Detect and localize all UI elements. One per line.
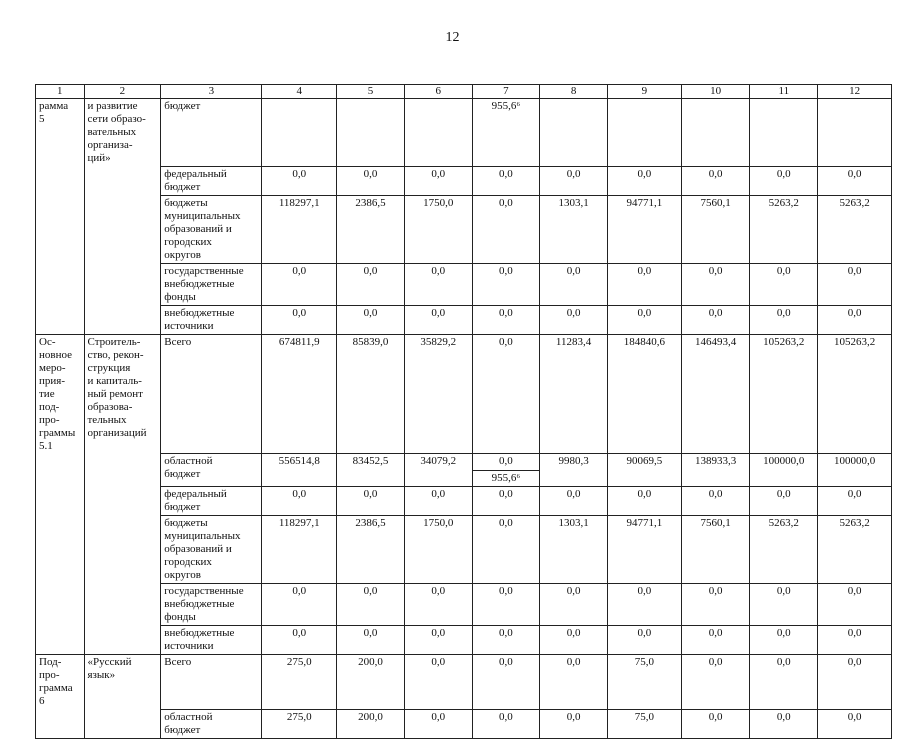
value-text: 275,0	[286, 656, 312, 668]
value-cell-col10	[681, 99, 750, 167]
value-text: 0,0	[363, 585, 378, 597]
value-text: 7560,1	[700, 196, 731, 209]
value-text: 100000,0	[833, 455, 876, 467]
value-text: 2386,5	[355, 196, 386, 209]
value-text: 200,0	[358, 710, 383, 723]
funding-source-cell: федеральный бюджет	[161, 166, 262, 195]
value-text: 275,0	[286, 710, 312, 723]
value-cell-col5	[337, 626, 405, 655]
value-text: 0,0	[566, 264, 581, 277]
value-cell-col8	[540, 709, 608, 738]
program-code-cell	[36, 584, 85, 626]
value-text: 0,0	[776, 306, 791, 319]
value-cell-col6	[404, 487, 472, 516]
program-name-cell: Строитель- ство, рекон- струкция и капиталь- ный ремонт образова- тельных организаций	[84, 334, 161, 454]
value-cell-col9	[607, 516, 681, 584]
value-cell-col10	[681, 487, 750, 516]
value-text: 0,0	[499, 167, 513, 180]
program-name-cell	[84, 584, 161, 626]
table-row	[36, 626, 892, 655]
funding-source-cell: Всего	[161, 334, 262, 454]
value-text: 0,0	[708, 710, 723, 723]
funding-source-cell: бюджеты муниципальных образований и городских округов	[161, 516, 262, 584]
value-text: 200,0	[358, 656, 383, 668]
value-text: 0,0	[847, 627, 862, 639]
value-text: 0,0	[566, 306, 581, 319]
value-text: 0,0	[566, 585, 581, 597]
value-cell-col11	[750, 626, 818, 655]
value-cell-col7	[472, 195, 540, 263]
value-text: 0,0	[776, 627, 791, 639]
value-cell-col4	[262, 166, 337, 195]
value-text: 0,0	[292, 167, 307, 180]
value-cell-col9	[607, 99, 681, 167]
value-cell-col10	[681, 334, 750, 454]
value-text: 1303,1	[558, 517, 589, 529]
value-text: 0,0	[708, 627, 723, 639]
header-cell-5: 5	[337, 85, 405, 99]
value-cell-col7	[472, 99, 540, 167]
value-text: 0,0	[637, 627, 652, 639]
value-text: 0,0	[292, 585, 307, 597]
header-cell-8: 8	[540, 85, 608, 99]
funding-source-cell: Всего	[161, 655, 262, 710]
value-cell-col6	[404, 305, 472, 334]
value-text: 955,6⁶	[491, 100, 521, 112]
table-row	[36, 305, 892, 334]
program-name-cell	[84, 454, 161, 487]
value-text: 0,0	[431, 656, 446, 668]
value-cell-col9	[607, 166, 681, 195]
value-cell-col4	[262, 655, 337, 710]
value-text: 0,0	[431, 264, 446, 277]
value-cell-col9	[607, 655, 681, 710]
program-code-cell	[36, 626, 85, 655]
value-text: 0,0	[847, 656, 862, 668]
value-cell-col10	[681, 454, 750, 487]
funding-source-cell: бюджет	[161, 99, 262, 167]
value-text: 0,0	[431, 627, 446, 639]
value-cell-col12	[818, 195, 892, 263]
value-cell-col8	[540, 655, 608, 710]
value-cell-col11	[750, 99, 818, 167]
value-text: 0,0	[637, 585, 652, 597]
value-text: 0,0	[776, 264, 791, 277]
table-row	[36, 709, 892, 738]
value-text: 0,0	[363, 264, 378, 277]
program-code-cell: Под- про- грамма 6	[36, 655, 85, 710]
page-number: 12	[445, 30, 460, 45]
value-text: 0,0	[847, 488, 862, 500]
value-cell-col7	[472, 263, 540, 305]
value-cell-col8	[540, 334, 608, 454]
value-text: 0,0	[566, 710, 581, 723]
value-cell-col11	[750, 305, 818, 334]
value-text: 0,0	[847, 710, 862, 723]
table-row	[36, 487, 892, 516]
value-cell-col8	[540, 99, 608, 167]
value-text: 1303,1	[558, 196, 589, 209]
value-cell-col6	[404, 516, 472, 584]
value-cell-col10	[681, 655, 750, 710]
value-cell-col5	[337, 655, 405, 710]
value-text: 0,0	[499, 585, 513, 597]
value-text: 0,0	[363, 306, 378, 319]
table-row	[36, 166, 892, 195]
value-cell-col4	[262, 487, 337, 516]
value-text: 146493,4	[694, 335, 737, 348]
value-text: 5263,2	[839, 517, 870, 529]
value-cell-col7	[472, 454, 540, 487]
value-text: 118297,1	[278, 517, 320, 529]
value-text: 0,0	[776, 488, 791, 500]
value-text: 0,0	[708, 488, 723, 500]
table-row	[36, 516, 892, 584]
program-code-cell	[36, 263, 85, 305]
program-name-cell	[84, 516, 161, 584]
program-code-cell	[36, 516, 85, 584]
value-text: 0,0	[708, 656, 723, 668]
value-cell-col10	[681, 584, 750, 626]
value-cell-col9	[607, 709, 681, 738]
value-text: 9980,3	[558, 455, 589, 467]
value-text: 105263,2	[833, 335, 876, 348]
header-cell-1: 1	[36, 85, 85, 99]
value-cell-col7	[472, 626, 540, 655]
program-code-cell: рамма 5	[36, 99, 85, 167]
funding-source-cell: внебюджетные источники	[161, 305, 262, 334]
value-cell-col6	[404, 626, 472, 655]
value-cell-col12	[818, 626, 892, 655]
program-name-cell	[84, 166, 161, 195]
value-cell-col7	[472, 709, 540, 738]
value-cell-col12	[818, 263, 892, 305]
value-text: 0,0	[499, 656, 513, 668]
value-text: 7560,1	[700, 517, 731, 529]
value-cell-col10	[681, 195, 750, 263]
value-cell-col8	[540, 626, 608, 655]
value-text: 0,0	[847, 167, 862, 180]
value-cell-col4	[262, 305, 337, 334]
value-cell-col10	[681, 305, 750, 334]
value-cell-col6	[404, 709, 472, 738]
value-text: 0,0	[431, 167, 446, 180]
value-cell-col5	[337, 305, 405, 334]
value-cell-col9	[607, 263, 681, 305]
value-text: 75,0	[634, 710, 654, 723]
value-text: 0,0	[363, 488, 378, 500]
value-cell-col7	[472, 334, 540, 454]
value-subtext: 955,6⁶	[473, 470, 540, 485]
value-text: 0,0	[431, 585, 446, 597]
table-row	[36, 99, 892, 167]
funding-source-cell: областной бюджет	[161, 709, 262, 738]
value-cell-col8	[540, 584, 608, 626]
value-text: 0,0	[637, 167, 652, 180]
value-cell-col10	[681, 626, 750, 655]
value-cell-col7	[472, 166, 540, 195]
value-cell-col11	[750, 655, 818, 710]
value-cell-col12	[818, 487, 892, 516]
value-text: 35829,2	[420, 335, 457, 348]
value-text: 0,0	[637, 306, 652, 319]
program-name-cell: и развитие сети образо- вательных организа- ций»	[84, 99, 161, 167]
value-cell-col4	[262, 454, 337, 487]
value-cell-col8	[540, 454, 608, 487]
value-text: 5263,2	[768, 517, 799, 529]
value-cell-col6	[404, 263, 472, 305]
value-cell-col9	[607, 305, 681, 334]
program-code-cell	[36, 487, 85, 516]
value-text: 0,0	[499, 455, 513, 467]
value-cell-col4	[262, 334, 337, 454]
value-text: 94771,1	[626, 196, 663, 209]
value-cell-col7	[472, 584, 540, 626]
value-cell-col8	[540, 516, 608, 584]
value-cell-col6	[404, 584, 472, 626]
value-cell-col11	[750, 454, 818, 487]
value-text: 0,0	[637, 264, 652, 277]
value-text: 0,0	[499, 196, 513, 209]
value-text: 105263,2	[763, 335, 805, 348]
value-text: 0,0	[499, 306, 513, 319]
table-row	[36, 334, 892, 454]
value-text: 0,0	[708, 167, 723, 180]
value-cell-col10	[681, 263, 750, 305]
value-cell-col12	[818, 99, 892, 167]
header-cell-9: 9	[607, 85, 681, 99]
program-code-cell	[36, 709, 85, 738]
program-code-cell	[36, 305, 85, 334]
funding-source-cell: государственные внебюджетные фонды	[161, 584, 262, 626]
value-cell-col8	[540, 305, 608, 334]
value-text: 0,0	[776, 710, 791, 723]
value-cell-col5	[337, 584, 405, 626]
value-text: 0,0	[431, 710, 446, 723]
value-text: 11283,4	[555, 335, 592, 348]
header-cell-7: 7	[472, 85, 540, 99]
value-text: 674811,9	[278, 335, 320, 348]
value-text: 0,0	[499, 517, 513, 529]
value-cell-col7	[472, 305, 540, 334]
value-cell-col9	[607, 626, 681, 655]
value-cell-col10	[681, 516, 750, 584]
header-cell-4: 4	[262, 85, 337, 99]
value-cell-col5	[337, 487, 405, 516]
value-cell-col5	[337, 709, 405, 738]
value-cell-col12	[818, 655, 892, 710]
value-cell-col6	[404, 99, 472, 167]
value-cell-col4	[262, 263, 337, 305]
value-text: 0,0	[776, 167, 791, 180]
value-cell-col6	[404, 655, 472, 710]
value-text: 1750,0	[423, 196, 454, 209]
program-name-cell	[84, 263, 161, 305]
value-cell-col9	[607, 584, 681, 626]
value-cell-col12	[818, 166, 892, 195]
funding-source-cell: внебюджетные источники	[161, 626, 262, 655]
value-cell-col12	[818, 305, 892, 334]
value-cell-col10	[681, 709, 750, 738]
value-text: 0,0	[431, 306, 446, 319]
value-text: 5263,2	[839, 196, 870, 209]
value-cell-col9	[607, 334, 681, 454]
table-row	[36, 454, 892, 487]
value-text: 138933,3	[694, 455, 737, 467]
value-text: 0,0	[292, 306, 307, 319]
program-name-cell: «Русский язык»	[84, 655, 161, 710]
value-cell-col7	[472, 487, 540, 516]
value-text: 0,0	[566, 488, 581, 500]
value-text: 0,0	[566, 167, 581, 180]
value-cell-col7	[472, 655, 540, 710]
value-cell-col5	[337, 263, 405, 305]
value-cell-col4	[262, 709, 337, 738]
value-text: 0,0	[499, 264, 513, 277]
value-text: 100000,0	[763, 455, 805, 467]
value-cell-col8	[540, 166, 608, 195]
program-code-cell	[36, 454, 85, 487]
value-text: 0,0	[292, 488, 307, 500]
value-cell-col12	[818, 334, 892, 454]
value-text: 0,0	[499, 488, 513, 500]
value-cell-col5	[337, 454, 405, 487]
value-cell-col12	[818, 516, 892, 584]
header-cell-2: 2	[84, 85, 161, 99]
value-text: 0,0	[499, 335, 513, 348]
value-text: 0,0	[847, 306, 862, 319]
value-cell-col8	[540, 195, 608, 263]
header-cell-11: 11	[750, 85, 818, 99]
value-cell-col4	[262, 516, 337, 584]
value-cell-col4	[262, 626, 337, 655]
value-cell-col5	[337, 166, 405, 195]
value-cell-col9	[607, 195, 681, 263]
value-text: 75,0	[634, 656, 654, 668]
value-text: 0,0	[363, 627, 378, 639]
value-text: 0,0	[566, 627, 581, 639]
program-code-cell: Ос- новное меро- прия- тие под- про- граммы 5.1	[36, 334, 85, 454]
program-name-cell	[84, 195, 161, 263]
value-cell-col7	[472, 516, 540, 584]
value-text: 118297,1	[278, 196, 320, 209]
program-name-cell	[84, 305, 161, 334]
value-text: 0,0	[708, 264, 723, 277]
value-cell-col11	[750, 584, 818, 626]
value-text: 85839,0	[352, 335, 389, 348]
value-text: 0,0	[363, 167, 378, 180]
program-name-cell	[84, 709, 161, 738]
value-text: 0,0	[708, 306, 723, 319]
value-cell-col5	[337, 516, 405, 584]
value-cell-col12	[818, 584, 892, 626]
program-name-cell	[84, 626, 161, 655]
value-cell-col11	[750, 263, 818, 305]
value-text: 0,0	[431, 488, 446, 500]
value-text: 0,0	[499, 627, 513, 639]
value-cell-col12	[818, 454, 892, 487]
value-text: 0,0	[776, 585, 791, 597]
table-row	[36, 195, 892, 263]
value-text: 0,0	[499, 710, 513, 723]
value-cell-col6	[404, 454, 472, 487]
value-cell-col9	[607, 454, 681, 487]
header-row	[36, 85, 892, 99]
value-cell-col5	[337, 99, 405, 167]
value-text: 0,0	[292, 627, 307, 639]
value-cell-col9	[607, 487, 681, 516]
funding-source-cell: государственные внебюджетные фонды	[161, 263, 262, 305]
value-text: 0,0	[776, 656, 791, 668]
funding-source-cell: федеральный бюджет	[161, 487, 262, 516]
value-text: 94771,1	[626, 517, 663, 529]
value-cell-col5	[337, 195, 405, 263]
funding-source-cell: бюджеты муниципальных образований и городских округов	[161, 195, 262, 263]
value-cell-col8	[540, 263, 608, 305]
value-text: 556514,8	[278, 455, 320, 467]
program-code-cell	[36, 166, 85, 195]
value-cell-col6	[404, 195, 472, 263]
value-cell-col5	[337, 334, 405, 454]
program-code-cell	[36, 195, 85, 263]
program-name-cell	[84, 487, 161, 516]
value-text: 0,0	[708, 585, 723, 597]
value-cell-col12	[818, 709, 892, 738]
value-cell-col10	[681, 166, 750, 195]
value-cell-col11	[750, 195, 818, 263]
value-cell-col11	[750, 334, 818, 454]
funding-source-cell: областной бюджет	[161, 454, 262, 487]
table-row	[36, 655, 892, 710]
value-text: 0,0	[847, 585, 862, 597]
value-cell-col4	[262, 99, 337, 167]
header-cell-3: 3	[161, 85, 262, 99]
budget-table	[35, 84, 892, 739]
value-text: 184840,6	[623, 335, 665, 348]
value-text: 0,0	[637, 488, 652, 500]
value-cell-col11	[750, 709, 818, 738]
value-cell-col6	[404, 334, 472, 454]
value-text: 90069,5	[626, 455, 663, 467]
value-cell-col11	[750, 487, 818, 516]
value-cell-col11	[750, 166, 818, 195]
value-text: 2386,5	[355, 517, 386, 529]
header-cell-12: 12	[818, 85, 892, 99]
value-text: 5263,2	[768, 196, 799, 209]
value-cell-col11	[750, 516, 818, 584]
value-cell-col4	[262, 195, 337, 263]
table-row	[36, 263, 892, 305]
value-text: 0,0	[292, 264, 307, 277]
header-cell-10: 10	[681, 85, 750, 99]
table-row	[36, 584, 892, 626]
value-cell-col8	[540, 487, 608, 516]
value-text: 34079,2	[420, 455, 457, 467]
value-text: 0,0	[847, 264, 862, 277]
value-text: 83452,5	[352, 455, 389, 467]
header-cell-6: 6	[404, 85, 472, 99]
value-cell-col4	[262, 584, 337, 626]
value-cell-col6	[404, 166, 472, 195]
value-text: 0,0	[566, 656, 581, 668]
value-text: 1750,0	[423, 517, 454, 529]
